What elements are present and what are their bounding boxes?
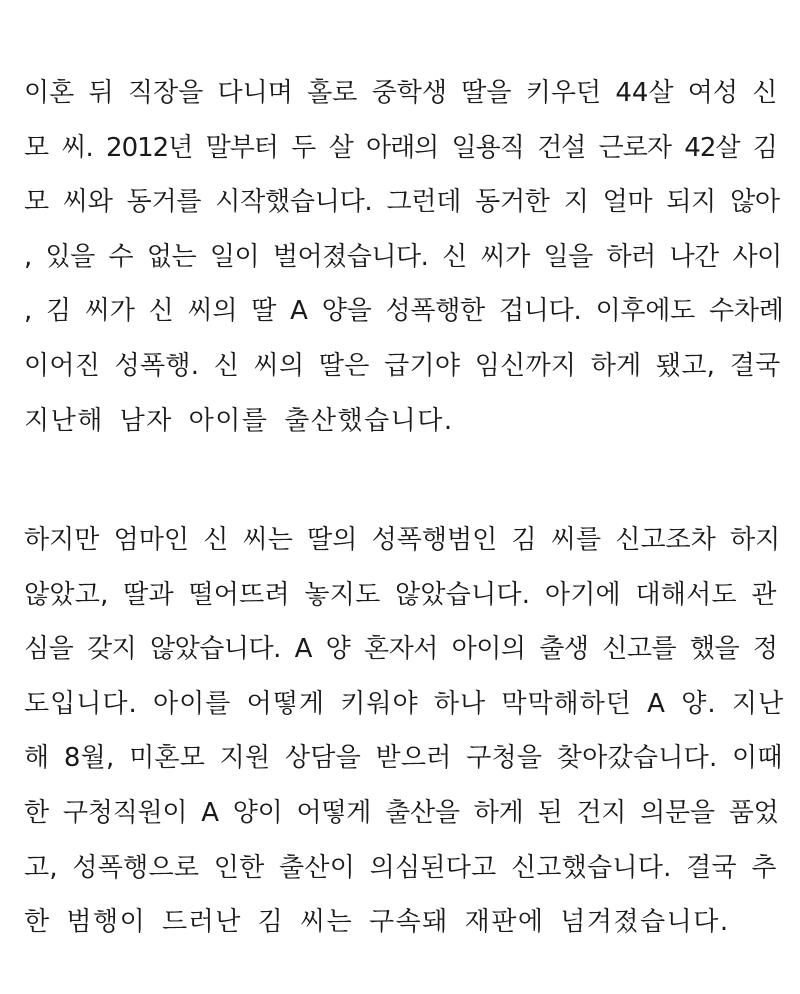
text-line: 한 범행이 드러난 김 씨는 구속돼 재판에 넘겨졌습니다. [24, 907, 730, 938]
text-line: 모 씨. 2012년 말부터 두 살 아래의 일용직 건설 근로자 42살 김 [24, 132, 777, 163]
text-line: , 김 씨가 신 씨의 딸 A 양을 성폭행한 겁니다. 이후에도 수차례 [24, 296, 784, 327]
text-line: , 있을 수 없는 일이 벌어졌습니다. 신 씨가 일을 하러 나간 사이 [24, 241, 782, 272]
text-line: 고, 성폭행으로 인한 출산이 의심된다고 신고했습니다. 결국 추 [24, 852, 777, 883]
text-line: 모 씨와 동거를 시작했습니다. 그런데 동거한 지 얼마 되지 않아 [24, 187, 780, 218]
text-line: 하지만 엄마인 신 씨는 딸의 성폭행범인 김 씨를 신고조차 하지 [24, 525, 781, 555]
paragraph-2 [24, 513, 784, 950]
text-line: 지난해 남자 아이를 출산했습니다. [24, 405, 454, 436]
text-line: 한 구청직원이 A 양이 어떻게 출산을 하게 된 건지 의문을 품었 [24, 797, 779, 828]
text-line: 심을 갖지 않았습니다. A 양 혼자서 아이의 출생 신고를 했을 정 [24, 634, 778, 665]
paragraph-1 [24, 66, 784, 448]
text-line: 도입니다. 아이를 어떻게 키워야 하나 막막해하던 A 양. 지난 [24, 688, 785, 719]
text-line: 않았고, 딸과 떨어뜨려 놓지도 않았습니다. 아기에 대해서도 관 [24, 579, 777, 610]
text-line: 이혼 뒤 직장을 다니며 홀로 중학생 딸을 키우던 44살 여성 신 [24, 78, 778, 108]
text-line: 이어진 성폭행. 신 씨의 딸은 급기야 임신까지 하게 됐고, 결국 [24, 350, 781, 381]
text-line: 해 8월, 미혼모 지원 상담을 받으러 구청을 찾아갔습니다. 이때 [24, 743, 783, 774]
